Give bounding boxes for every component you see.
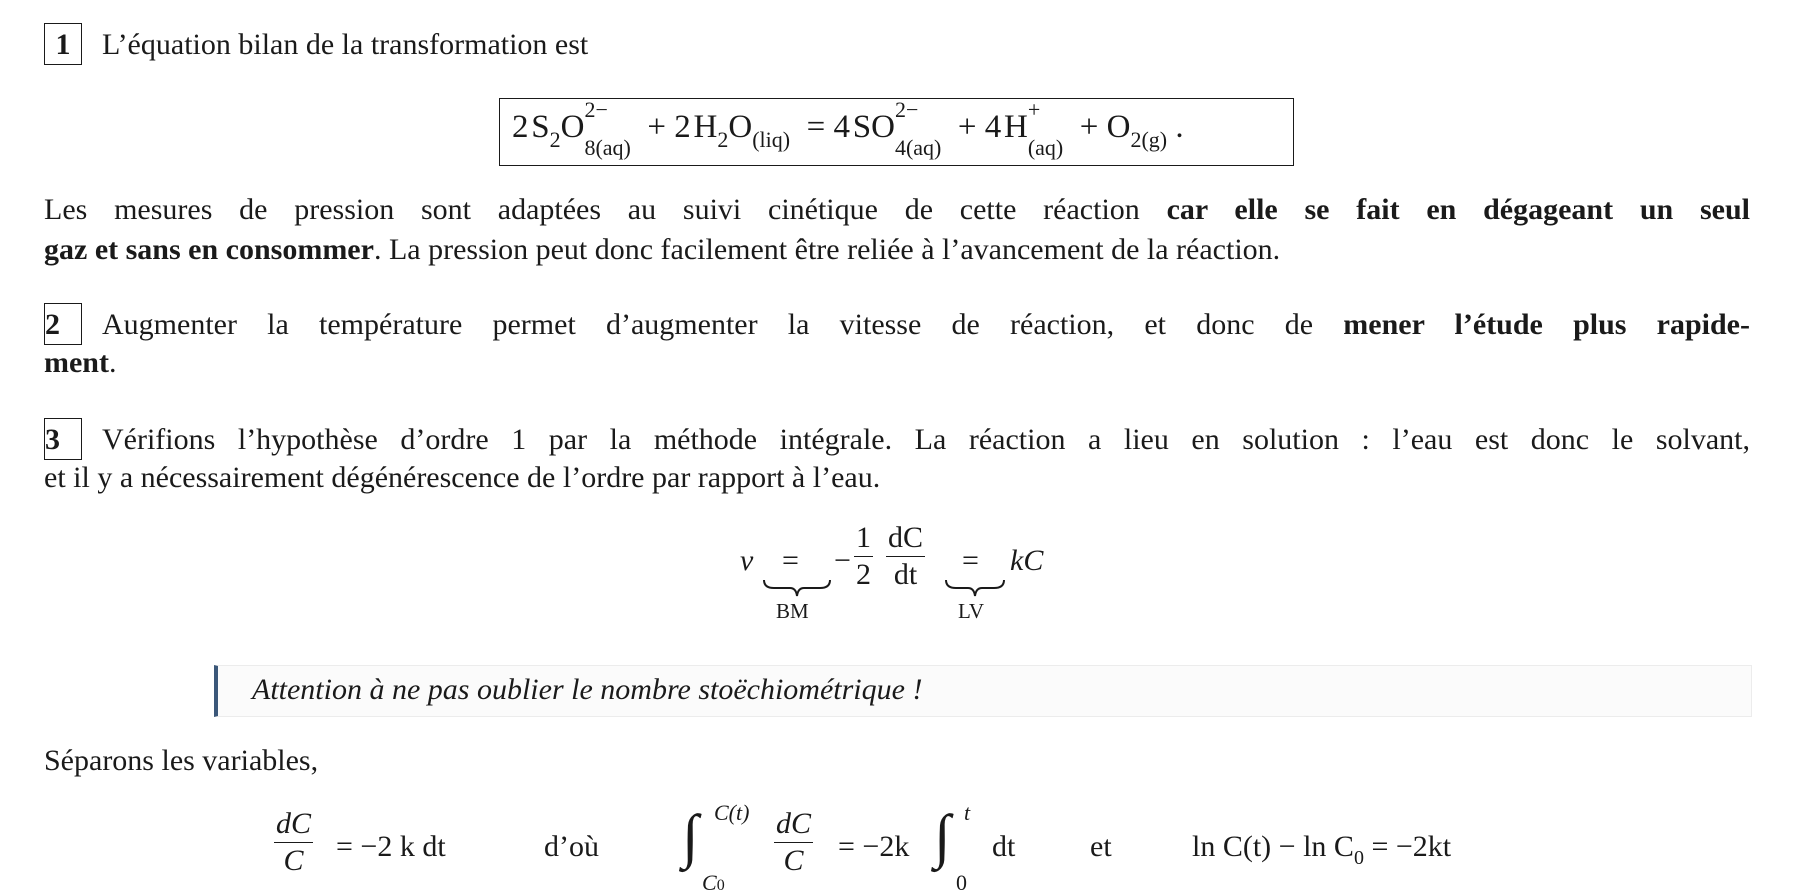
- chemical-equation-box: [499, 98, 1294, 166]
- warning-callout: [214, 665, 1752, 717]
- sulfate-indices: 2− $_{4(aq)}$: [894, 96, 942, 160]
- underbrace-lv: [944, 578, 1006, 598]
- question-number-box: 2: [44, 303, 82, 345]
- dc-over-c-fraction-2: dC C: [776, 807, 812, 877]
- separation-equations: dC C = −2 k dt d’où ∫ C(t) C0 dC C = −2k ∫ t 0 dt et $\ln C(t) - \ln C_0 = -2kt$: [276, 800, 1452, 895]
- label-lv: LV: [958, 599, 985, 623]
- question-2-line1: 2 Augmenter la température permet d’augmenter la vitesse de réaction, et donc de mener l’étude plus rapide-: [44, 306, 1750, 348]
- question-number-box: 1: [44, 23, 82, 65]
- underbrace-bm: [762, 578, 832, 598]
- log-relation: $\ln C(t) - \ln C_0 = -2kt$: [1192, 830, 1452, 869]
- proton-indices: + $_{(aq)}$: [1027, 96, 1064, 160]
- chemical-equation: 2 $S_2O$ 2− $_{8(aq)}$ + 2 $H_2O_{(liq)} = 4$ SO 2− $_{4(aq)}$ + 4 H + $_{(aq)} + O_{2(g)}$ .: [512, 96, 1184, 160]
- question-number-box: 3: [44, 418, 82, 460]
- callout-text: Attention à ne pas oublier le nombre stoëchiométrique !: [252, 673, 923, 706]
- persulfate-indices: 2− $_{8(aq)}$: [584, 96, 631, 160]
- question-1-intro: L’équation bilan de la transformation est: [102, 27, 589, 61]
- label-bm: BM: [776, 599, 809, 623]
- integral-lower-bound: C0: [702, 870, 725, 895]
- question-2-line2: ment.: [44, 346, 117, 379]
- rate-equation: v = BM − 1 2 dC dt = LV kC: [740, 521, 1044, 623]
- question-1-paragraph-line1: Les mesures de pression sont adaptées au suivi cinétique de cette réaction car elle se fait en dégageant un seul: [44, 193, 1750, 226]
- dc-over-c-fraction: dC C: [276, 807, 312, 877]
- question-3-line1: 3 Vérifions l’hypothèse d’ordre 1 par la méthode intégrale. La réaction a lieu en solution : l’eau est donc le solvant,: [44, 421, 1750, 463]
- integral-sign-2: ∫: [934, 803, 951, 869]
- separation-intro: Séparons les variables,: [44, 744, 319, 777]
- question-1-heading: [44, 26, 588, 68]
- one-half-fraction: 1 2: [856, 521, 871, 591]
- question-1-paragraph-line2: gaz et sans en consommer. La pression peut donc facilement être reliée à l’avancement de la réaction.: [44, 233, 1281, 266]
- question-3-line2: et il y a nécessairement dégénérescence de l’ordre par rapport à l’eau.: [44, 461, 881, 494]
- integral-sign: ∫: [682, 803, 699, 869]
- dc-dt-fraction: dC dt: [888, 521, 924, 591]
